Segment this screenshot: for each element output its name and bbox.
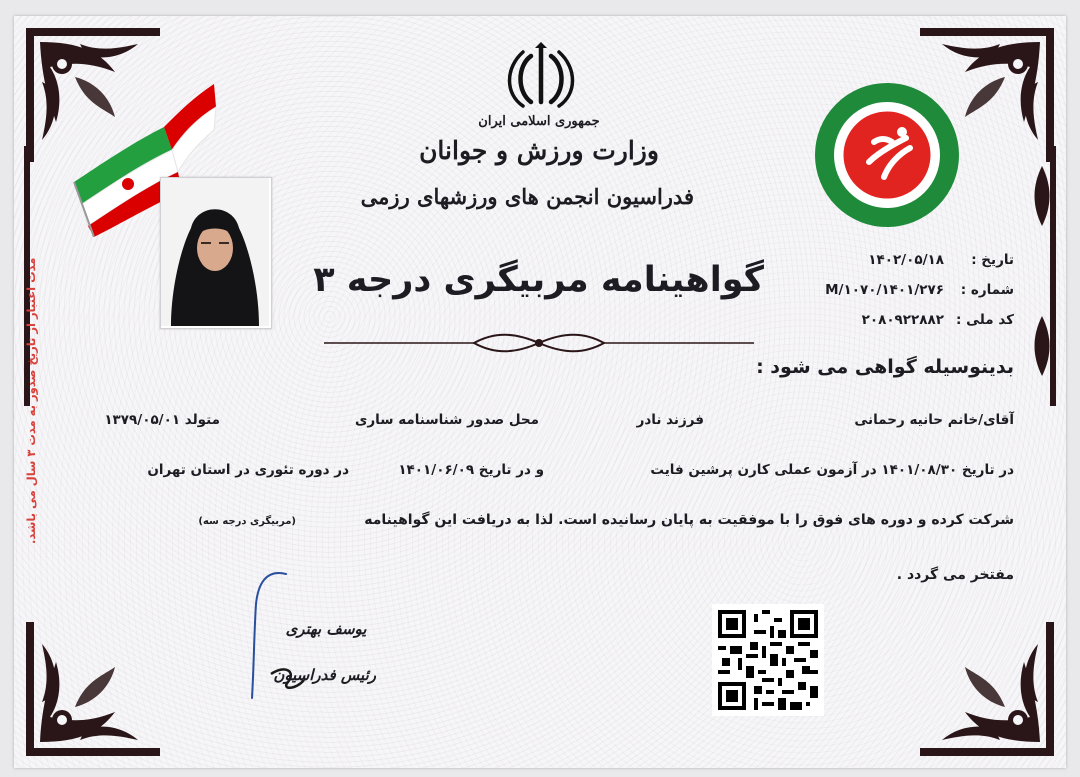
intro-line: بدینوسیله گواهی می شود : xyxy=(756,356,1014,378)
national-code-label: کد ملی : xyxy=(956,312,1014,328)
title-divider-icon xyxy=(324,332,754,354)
holder-name: آقای/خانم حانیه رحمانی xyxy=(854,412,1014,428)
signatory-name: یوسف بهتری xyxy=(285,620,367,638)
completion-line: شرکت کرده و دوره های فوق را با موفقیت به پایان رسانیده است. لذا به دریافت این گواهینامه xyxy=(364,512,1014,528)
certificate-title: گواهینامه مربیگری درجه ۳ xyxy=(313,260,764,300)
logo-ring-text-fa xyxy=(840,226,841,227)
republic-title: جمهوری اسلامی ایران xyxy=(478,114,600,129)
theory-date: و در تاریخ ۱۴۰۱/۰۶/۰۹ xyxy=(398,462,544,478)
portrait-icon xyxy=(161,178,269,326)
completion-grade: (مربیگری درجه سه) xyxy=(198,516,296,527)
iran-emblem-icon xyxy=(507,42,575,110)
corner-ornament-bottom-right-icon xyxy=(910,612,1060,762)
validity-note: مدت اعتبار از تاریخ صدور به مدت ۳ سال می باشد. xyxy=(24,257,38,545)
holder-photo xyxy=(160,177,272,329)
theory-course: در دوره تئوری در استان تهران xyxy=(147,462,349,478)
number-value: ۱۴۰۱/۲۷۶/M/۱۰۷۰ xyxy=(825,282,944,298)
ministry-title: وزارت ورزش و جوانان xyxy=(419,136,659,165)
national-code-value: ۲۰۸۰۹۲۲۸۸۲ xyxy=(861,312,944,328)
qr-code-icon xyxy=(718,610,818,710)
corner-ornament-bottom-left-icon xyxy=(20,612,170,762)
father-name: فرزند نادر xyxy=(636,412,704,428)
closing-line: مفتخر می گردد . xyxy=(896,567,1014,583)
federation-title: فدراسیون انجمن های ورزشهای رزمی xyxy=(360,184,694,209)
number-label: شماره : xyxy=(960,282,1014,298)
birth-place: محل صدور شناسنامه ساری xyxy=(355,412,539,428)
signatory-position: رئیس فدراسیون xyxy=(273,666,376,684)
certificate xyxy=(14,16,1066,768)
side-ornament-right-icon xyxy=(1030,146,1060,406)
practical-exam-line: در تاریخ ۱۴۰۱/۰۸/۳۰ در آزمون عملی کارن پرشین فایت xyxy=(650,462,1014,478)
federation-logo-icon xyxy=(814,82,960,228)
date-label: تاریخ : xyxy=(971,252,1014,268)
birth-date: متولد ۱۳۷۹/۰۵/۰۱ xyxy=(104,412,220,428)
date-value: ۱۴۰۲/۰۵/۱۸ xyxy=(868,252,944,268)
signature-icon xyxy=(226,564,376,714)
qr-code[interactable] xyxy=(712,604,824,716)
